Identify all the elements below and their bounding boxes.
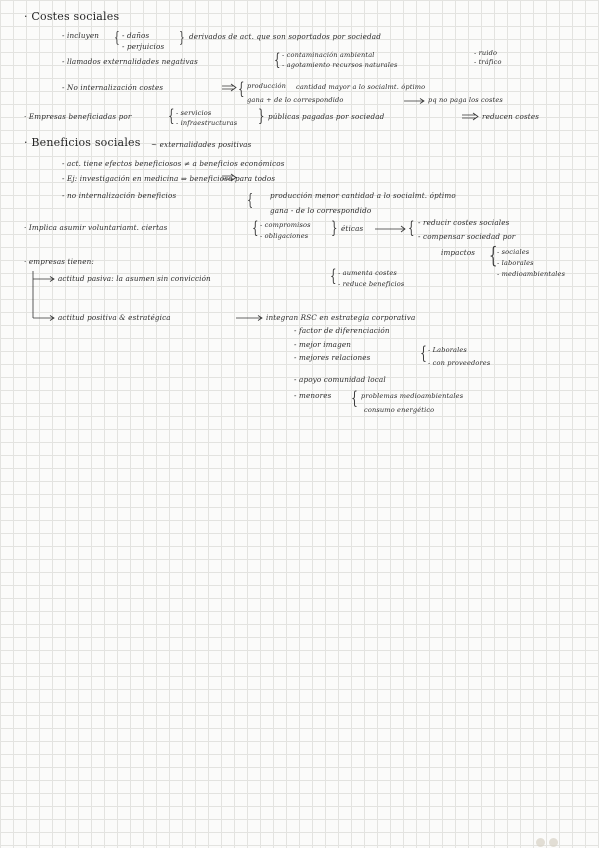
note-derivados: derivados de act. que son soportados por sociedad <box>189 32 381 41</box>
note-agotamiento: - agotamiento recursos naturales <box>282 61 398 69</box>
brace-icon: { <box>408 218 415 238</box>
brace-icon: } <box>258 106 265 126</box>
note-aumenta-costes: - aumenta costes <box>338 269 397 277</box>
note-servicios: - servicios <box>176 109 212 117</box>
note-externalidades-positivas: ~ externalidades positivas <box>151 140 252 149</box>
note-apoyo-comunidad: - apoyo comunidad local <box>294 375 386 384</box>
note-empresas-beneficiadas: · Empresas beneficiadas por <box>24 112 132 121</box>
brace-icon: { <box>489 244 498 269</box>
note-medioambientales: - medioambientales <box>497 270 566 278</box>
brace-icon: { <box>238 79 245 99</box>
note-sociales: - sociales <box>497 248 530 256</box>
note-act-tiene: - act. tiene efectos beneficiosos ≠ a beneficios económicos <box>62 159 285 168</box>
note-danos: - daños <box>122 31 150 40</box>
note-actitud-pasiva: actitud pasiva: la asumen sin convicción <box>58 274 211 283</box>
note-integran-rsc: integran RSC en estrategia corporativa <box>266 313 416 322</box>
note-rel-laborales: - Laborales <box>428 346 467 354</box>
note-eticas: éticas <box>341 224 364 233</box>
note-cantidad-mayor: cantidad mayor a lo socialmt. óptimo <box>296 83 426 91</box>
note-mejor-imagen: - mejor imagen <box>294 340 352 349</box>
section-title-beneficios-sociales: · Beneficios sociales <box>24 136 141 149</box>
note-contaminacion: - contaminación ambiental <box>282 51 375 59</box>
note-gana-mas: gana + de lo correspondido <box>247 96 344 104</box>
brace-icon: { <box>168 106 175 126</box>
note-reduce-beneficios: - reduce beneficios <box>338 280 405 288</box>
note-produccion: producción <box>247 82 287 90</box>
note-perjuicios: - perjuicios <box>122 42 165 51</box>
note-infraestructuras: - infraestructuras <box>176 119 238 127</box>
note-obligaciones: - obligaciones <box>260 232 309 240</box>
note-produccion-menor: producción menor cantidad a lo socialmt. óptimo <box>270 191 456 200</box>
brace-icon: { <box>274 50 281 70</box>
note-compromisos: - compromisos <box>260 221 311 229</box>
note-impactos: impactos <box>441 248 476 257</box>
brace-icon: { <box>351 388 358 409</box>
section-title-costes-sociales: · Costes sociales <box>24 10 120 23</box>
note-laborales: - laborales <box>497 259 534 267</box>
note-no-internalizacion: - No internalización costes <box>62 83 164 92</box>
note-factor-diferenciacion: - factor de diferenciación <box>294 326 390 335</box>
brace-icon: { <box>114 28 120 46</box>
note-menores: - menores <box>294 391 332 400</box>
note-reducen-costes: reducen costes <box>482 112 540 121</box>
corner-mark <box>536 838 545 847</box>
brace-icon: { <box>420 343 427 364</box>
note-mejores-relaciones: - mejores relaciones <box>294 353 371 362</box>
note-llamados: - llamados externalidades negativas <box>62 57 198 66</box>
note-trafico: - tráfico <box>474 58 502 66</box>
brace-icon: } <box>179 28 185 46</box>
note-consumo: consumo energético <box>364 406 435 414</box>
note-implica: · Implica asumir voluntariamt. ciertas <box>24 223 168 232</box>
note-ej: - Ej: investigación en medicina ⇒ beneficioso para todos <box>62 174 276 183</box>
note-incluyen: - incluyen <box>62 31 100 40</box>
note-pq-no-paga: pq no paga los costes <box>428 96 503 104</box>
corner-mark <box>549 838 558 847</box>
brace-icon: { <box>247 190 254 209</box>
note-con-proveedores: - con proveedores <box>428 359 491 367</box>
note-reducir-costes: - reducir costes sociales <box>418 218 510 227</box>
note-empresas-tienen: · empresas tienen: <box>24 257 94 266</box>
note-actitud-positiva: actitud positiva & estratégica <box>58 313 171 322</box>
note-problemas: problemas medioambientales <box>361 392 464 400</box>
note-gana-menos: gana - de lo correspondido <box>270 206 372 215</box>
note-compensar: - compensar sociedad por <box>418 232 516 241</box>
note-no-internalizacion-beneficios: - no internalización beneficios <box>62 191 177 200</box>
note-publicas: públicas pagadas por sociedad <box>268 112 385 121</box>
note-ruido: - ruido <box>474 49 498 57</box>
brace-icon: { <box>252 218 259 238</box>
brace-icon: { <box>330 266 337 286</box>
brace-icon: } <box>331 218 338 238</box>
